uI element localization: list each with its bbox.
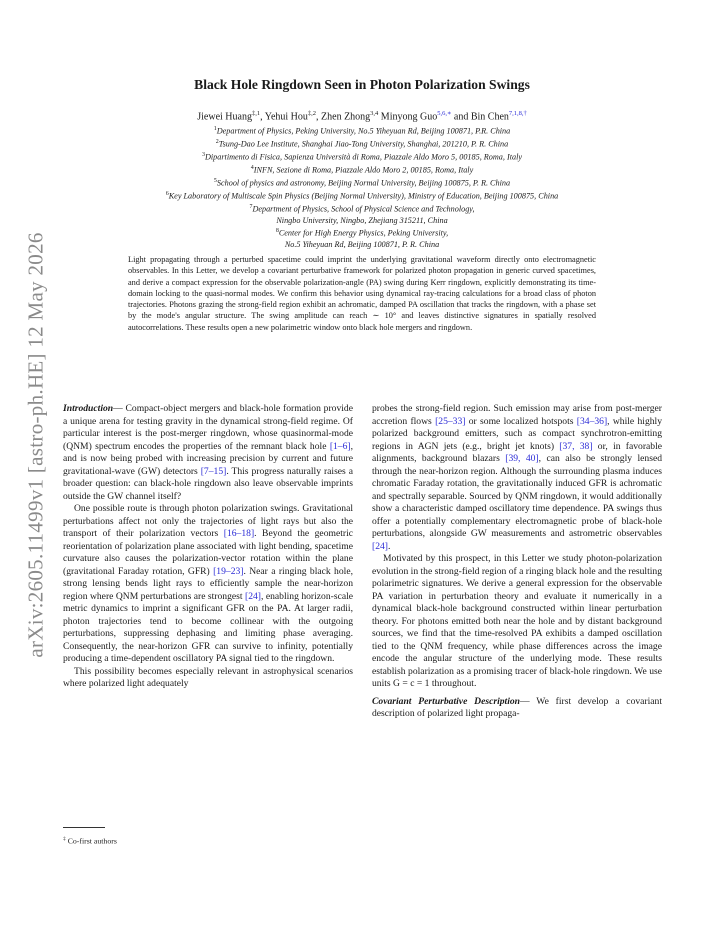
- citation-link[interactable]: [37, 38]: [559, 440, 593, 452]
- affiliation-list: [60, 124, 664, 250]
- body-paragraph: [372, 696, 662, 721]
- citation-link[interactable]: [24]: [245, 590, 261, 602]
- affiliation-mark: 8: [275, 227, 279, 234]
- footnote: [63, 836, 117, 846]
- author-mark[interactable]: 5,6,∗: [437, 110, 452, 117]
- affiliation-text: Key Laboratory of Multiscale Spin Physics (Beijing Normal University), Ministry of Education, Beijing 100875, China: [168, 191, 559, 201]
- body-paragraph: [372, 553, 662, 691]
- citation-link[interactable]: [7–15]: [200, 465, 227, 477]
- body-text: , can also be strongly lensed through the near-horizon region. Although the surrounding plasma induces chromatic Faraday rotation, the gravitationally induced GFR is achromatic and spectrally separable. Sourced by QNM ringdown, it would additionally show a characteristic damped oscillatory time dependence. PA swings thus offer a potentially complementary electromagnetic probe of black-hole perturbations, alongside GW measurements and astrometric observables: [372, 453, 663, 539]
- abstract: Light propagating through a perturbed spacetime could imprint the underlying gravitational waveform directly onto electromagnetic observables. In this Letter, we develop a covariant perturbative framework for polarized photon propagation in generic curved spacetimes, and derive a compact expression for the observable polarization-angle (PA) swing during Kerr ringdown, explicitly demonstrating its time-domain locking to the quasi-normal modes. We confirm this behavior using dynamical ray-tracing calculations for a broad class of photon trajectories. Photons grazing the strong-field region exhibit an achromatic, damped PA oscillation that tracks the ringdown, with a phase set by the mode's angular structure. The swing amplitude can reach ∼ 10° and leaves distinctive signatures in spatially resolved autocorrelations. These results open a new polarimetric window onto black hole mergers and ringdown.: [128, 255, 596, 332]
- affiliation-text: No.5 Yiheyuan Rd, Beijing 100871, P. R. China: [284, 239, 440, 249]
- citation-link[interactable]: [25–33]: [435, 415, 466, 427]
- affiliation-text: School of physics and astronomy, Beijing Normal University, Beijing 100875, P. R. China: [216, 178, 511, 188]
- footnote-rule: [63, 827, 105, 828]
- affiliation-mark: 5: [213, 177, 217, 184]
- body-text: Motivated by this prospect, in this Letter we study photon-polarization evolution in the strong-field region of a ringing black hole and the resulting polarimetric signatures. We derive a general expression for the observable PA variation in perturbation theory and evaluate it numerically in a dynamical black-hole background constructed within linear perturbation theory. For photons emitted both near the hole and by distant background sources, we find that the time-resolved PA exhibits a damped oscillation tied to the QNM frequency, while phase differences across the image encode the angular structure of the underlying mode. These results establish polarization as a promising tracer of black-hole ringdown. We use units G = c = 1 throughout.: [372, 553, 662, 689]
- body-paragraph: [63, 403, 353, 503]
- body-text: or some localized hotspots: [465, 415, 577, 427]
- citation-link[interactable]: [39, 40]: [505, 453, 539, 464]
- arxiv-identifier: arXiv:2605.11499v1 [astro-ph.HE] 12 May 2026: [23, 232, 48, 658]
- left-column: [63, 403, 353, 691]
- body-text: , and is now being probed with increasing precision by current and future gravitational-wave (GW) detectors: [63, 440, 353, 477]
- affiliation-mark: 7: [249, 203, 253, 210]
- citation-link[interactable]: [34–36]: [576, 415, 608, 427]
- body-text: — We first develop a covariant description of polarized light propaga-: [372, 695, 662, 719]
- author-name: Minyong Guo: [380, 111, 438, 123]
- affiliation-mark: 6: [165, 190, 169, 197]
- citation-link[interactable]: [1–6]: [329, 440, 351, 452]
- author-list: Jiewei Huang$^{\ddagger,1}$, Yehui Hou$^{\ddagger,2}$, Zhen Zhong$^{3,4}$ Minyong Guo$^{5,6,∗}$ and Bin Chen$^{7,1,8,\dagger}$: [197, 110, 527, 123]
- body-text: . This progress naturally raises a broader question: can black-hole ringdown also leave observable imprints outside the GW channel itself?: [63, 465, 353, 502]
- affiliation-line: [60, 202, 664, 215]
- body-paragraph: [372, 403, 662, 553]
- paper-title: Black Hole Ringdown Seen in Photon Polarization Swings: [194, 77, 530, 92]
- affiliation-mark: 4: [250, 164, 254, 171]
- affiliation-line: [60, 124, 664, 137]
- affiliation-line: [60, 226, 664, 239]
- affiliation-text: INFN, Sezione di Roma, Piazzale Aldo Moro 2, 00185, Roma, Italy: [253, 165, 474, 175]
- body-paragraph: [63, 666, 353, 691]
- citation-link[interactable]: [16–18]: [223, 528, 255, 539]
- body-text: . Beyond the geometric reorientation of polarization plane associated with light bending, spacetime curvature also causes the polarization-vector rotation within the plane (gravitational Faraday rotation, GFR): [63, 528, 353, 577]
- body-text: This possibility becomes especially relevant in astrophysical scenarios where polarized light adequately: [63, 665, 353, 689]
- affiliation-mark: 2: [215, 138, 219, 145]
- affiliation-line: [60, 215, 664, 226]
- body-paragraph: [63, 503, 353, 666]
- author-mark: ‡,1: [251, 110, 261, 117]
- author-name: Zhen Zhong: [321, 111, 371, 123]
- footnote-text: Co-first authors: [67, 836, 117, 846]
- body-text: probes the strong-field region. Such emission may arise from post-merger accretion flows: [372, 403, 662, 427]
- arxiv-identifier-stamp: [14, 230, 58, 660]
- affiliation-text: Department of Physics, School of Physical Science and Technology,: [252, 204, 475, 214]
- citation-link[interactable]: [19–23]: [213, 565, 244, 577]
- affiliation-line: [60, 137, 664, 150]
- affiliation-line: [60, 150, 664, 163]
- affiliation-mark: 1: [213, 126, 217, 132]
- citation-link[interactable]: [24]: [372, 540, 388, 552]
- affiliation-line: [60, 189, 664, 202]
- body-text: , enabling horizon-scale metric dynamics to imprint a significant GFR on the PA. At larger radii, photon trajectories tend to become collinear with the outgoing perturbations, suppressing dephasing and limiting phase averaging. Consequently, the near-horizon GFR can survive to infinity, potentially producing a time-dependent oscillatory PA signal tied to the ringdown.: [63, 590, 354, 664]
- affiliation-text: Center for High Energy Physics, Peking University,: [278, 228, 449, 238]
- right-column: [372, 403, 662, 721]
- affiliation-line: [60, 239, 664, 250]
- author-mark: ‡,2: [307, 110, 317, 117]
- author-name: Yehui Hou: [264, 111, 308, 123]
- section-heading: Covariant Perturbative Description: [372, 695, 521, 707]
- body-text: . Near a ringing black hole, strong lensing bends light rays to efficiently sample the near-horizon region where QNM perturbations are strongest: [63, 565, 353, 602]
- affiliation-text: Dipartimento di Fisica, Sapienza Università di Roma, Piazzale Aldo Moro 5, 00185, Roma, Italy: [204, 152, 522, 162]
- body-text: One possible route is through photon polarization swings. Gravitational perturbations affect not only the trajectories of light rays but also the transport of their polarization vectors: [63, 503, 353, 539]
- author-mark[interactable]: 7,1,8,†: [508, 110, 527, 117]
- body-text: or, in favorable alignments, background blazars: [372, 440, 663, 464]
- affiliation-text: Tsung-Dao Lee Institute, Shanghai Jiao-Tong University, Shanghai, 201210, P. R. China: [218, 139, 509, 149]
- affiliation-line: [60, 163, 664, 176]
- author-name: Bin Chen: [470, 111, 509, 123]
- body-text: — Compact-object mergers and black-hole formation provide a unique arena for testing gravity in the dynamical strong-field regime. Of particular interest is the post-merger ringdown, whose quasinormal-mode (QNM) spectrum encodes the properties of the remnant black hole: [63, 403, 353, 452]
- author-name: Jiewei Huang: [197, 111, 252, 123]
- affiliation-text: Department of Physics, Peking University, No.5 Yiheyuan Rd, Beijing 100871, P.R. China: [216, 126, 511, 136]
- section-heading: Introduction: [63, 403, 114, 414]
- affiliation-line: [60, 176, 664, 189]
- body-text: , while highly polarized background emitters, such as compact synchrotron-emitting regions in AGN jets (e.g., bright jet knots): [372, 415, 662, 452]
- body-text: .: [387, 540, 391, 552]
- affiliation-text: Ningbo University, Ningbo, Zhejiang 315211, China: [276, 215, 448, 225]
- footnote-mark: ‡: [63, 836, 66, 842]
- affiliation-mark: 3: [201, 151, 205, 158]
- author-mark: 3,4: [370, 110, 379, 117]
